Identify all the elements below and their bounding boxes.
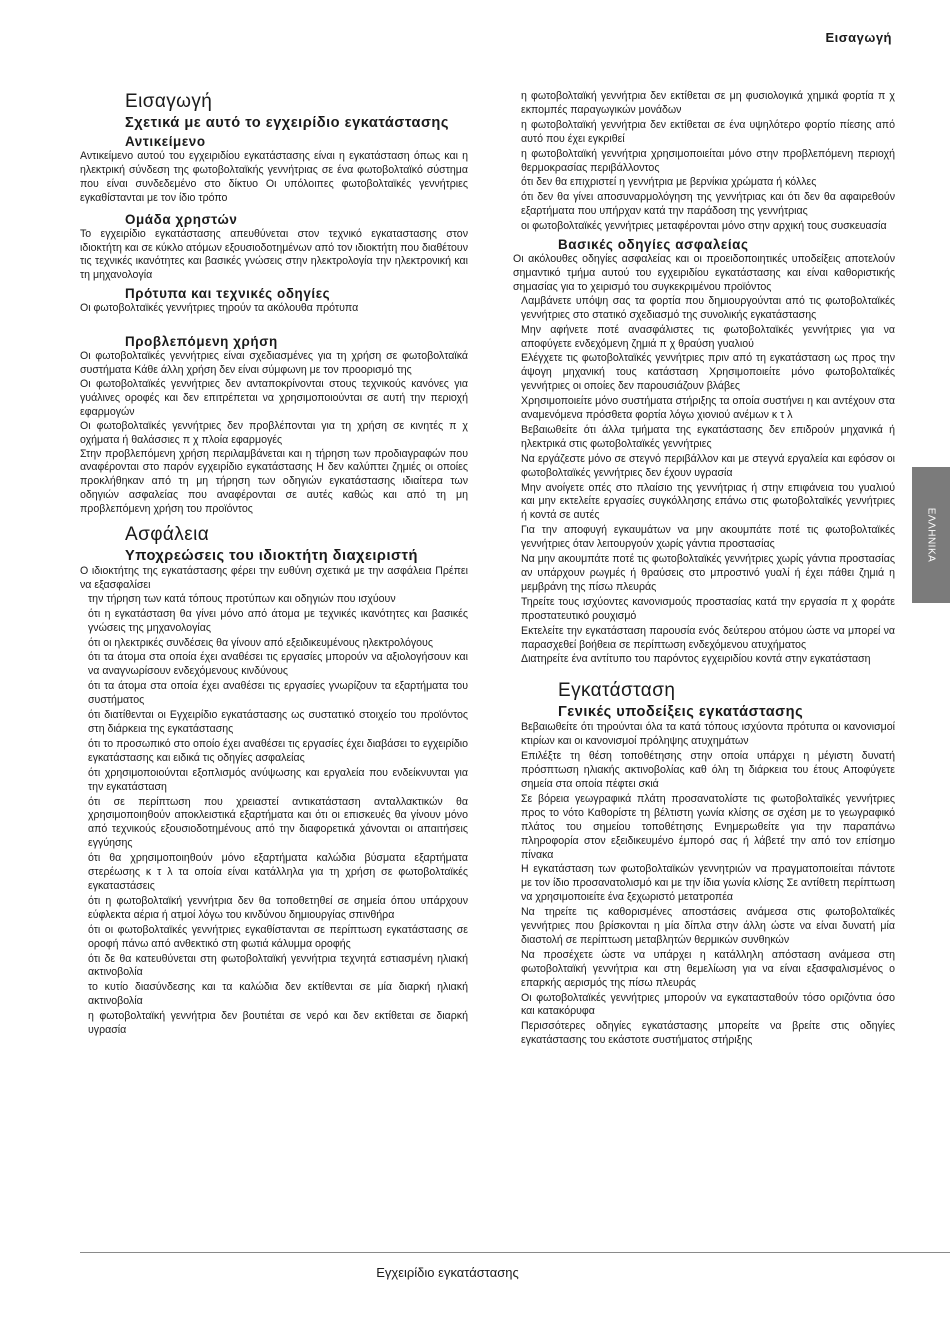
list-item: οι φωτοβολταϊκές γεννήτριες μεταφέρονται μόνο στην αρχική τους συσκευασία — [521, 220, 887, 233]
list-item: Μην αφήνετε ποτέ ανασφάλιστες τις φωτοβολταϊκές γεννήτριες για να αποφύγετε ενδεχόμενη ζημιά π χ θραύση γυαλιού — [521, 323, 895, 350]
heading-intended-use: Προβλεπόμενη χρήση — [125, 334, 278, 350]
list-item: Λαμβάνετε υπόψη σας τα φορτία που δημιουργούνται από τις φωτοβολταϊκές γεννήτριες στο στατικό σχεδιασμό της συνολικής εγκατάστασης — [521, 294, 895, 321]
list-item: Σε βόρεια γεωγραφικά πλάτη προσανατολίστε τις φωτοβολταϊκές γεννήτριες προς το νότο Καθορίστε τη βέλτιστη γωνία κλίσης σε σχέση με το γεωγραφικό πλάτος του σημείου τοποθέτησης Ενημερωθείτε για την παραπάνω πληροφορία στον εξειδικευμένο έμπορό σας ή λάβετέ την από τον επίσημο πίνακα — [521, 792, 895, 861]
list-item: η φωτοβολταϊκή γεννήτρια δεν εκτίθεται σε μη φυσιολογικά χημικά φορτία π χ εκπομπές παραγωγικών μονάδων — [521, 90, 895, 116]
heading-standards: Πρότυπα και τεχνικές οδηγίες — [125, 286, 331, 302]
paragraph-user-group: Το εγχειρίδιο εγκατάστασης απευθύνεται στον τεχνικό εγκαταστασης στον ιδιοκτήτη και σε κύκλο ατόμων εξουσιοδοτημένων από τον ιδιοκτήτη που διαθέτουν τις τεχνικές ικανότητες και βασικές γνώσεις στην ηλεκτρολογία την ηλεκτρονική και τη μηχανολογία — [80, 227, 468, 282]
list-item: ότι δεν θα γίνει αποσυναρμολόγηση της γεννήτριας και ότι δεν θα αφαιρεθούν εξαρτήματα που υπήρχαν κατά την παράδοση της γεννήτριας — [521, 191, 895, 218]
list-item: Τηρείτε τους ισχύοντες κανονισμούς προστασίας κατά την εργασία π χ φοράτε προστατευτικό ρουχισμό — [521, 595, 895, 622]
paragraph-object: Αντικείμενο αυτού του εγχειριδίου εγκατάστασης είναι η εγκατάσταση όπως και η ηλεκτρική σύνδεση της φωτοβολταϊκής γεννήτριας σε ένα φωτοβολταϊκό σύστημα που είναι συνδεδεμένο στο δίκτυο Οι υπόλοιπες φωτοβολταϊκές γεννήτριες εγκαθίστανται με τον ίδιο τρόπο — [80, 150, 468, 204]
list-item: ότι η φωτοβολταϊκή γεννήτρια δεν θα τοποθετηθεί σε σημεία όπου υπάρχουν εύφλεκτα αέρια ή ατμοί λόγω του κινδύνου δημιουργίας σπινθήρα — [88, 894, 468, 921]
heading-introduction: Εισαγωγή — [125, 91, 213, 112]
language-tab-label: ΕΛΛΗΝΙΚΑ — [925, 507, 937, 563]
list-item: Να τηρείτε τις καθορισμένες αποστάσεις ανάμεσα στις φωτοβολταϊκές γεννήτριες που βρίσκονται η μία δίπλα στην άλλη ώστε να είναι δυνατή μία διαστολή σε περίπτωση μεταβλητών θερμικών συνθηκών — [521, 906, 895, 946]
paragraph-intended-use-3: Οι φωτοβολταϊκές γεννήτριες δεν προβλέπονται για τη χρήση σε κινητές π χ οχήματα ή θαλάσσιες π χ πλοία εφαρμογές — [80, 419, 468, 446]
list-item: Για την αποφυγή εγκαυμάτων να μην ακουμπάτε ποτέ τις φωτοβολταϊκές γεννήτριες όταν λειτουργούν χωρίς γάντια προστασίας — [521, 524, 895, 551]
list-item: ότι χρησιμοποιούνται εξοπλισμός ανύψωσης και εργαλεία που ενδείκνυνται για την εγκατάσταση — [88, 766, 468, 793]
list-item: Επιλέξτε τη θέση τοποθέτησης στην οποία υπάρχει η μέγιστη δυνατή πρόσπτωση ηλιακής ακτινοβολίας καθ όλη τη διάρκεια του έτους Αποφύγετε σημεία στα οποία πέφτει σκιά — [521, 750, 895, 790]
list-item: ότι οι φωτοβολταϊκές γεννήτριες εγκαθίστανται σε περίπτωση εγκατάστασης σε οροφή πάνω από ανθεκτικό στη φωτιά κάλυμμα οροφής — [88, 923, 468, 950]
list-item: Να προσέχετε ώστε να υπάρχει η κατάλληλη απόσταση ανάμεσα στη φωτοβολταϊκή γεννήτρια και στη θεμελίωση για να είναι εξασφαλισμένος ο επαρκής αερισμός της πίσω πλευράς — [521, 948, 895, 989]
list-item: Εκτελείτε την εγκατάσταση παρουσία ενός δεύτερου ατόμου ώστε να μπορεί να παρασχεθεί βοήθεια σε περίπτωση ενδεχόμενου ατυχήματος — [521, 624, 895, 651]
heading-safety: Ασφάλεια — [125, 524, 210, 546]
list-item: η φωτοβολταϊκή γεννήτρια δεν εκτίθεται σε ένα υψηλότερο φορτίο πίεσης από αυτό που έχει εγκριθεί — [521, 118, 895, 145]
list-item: Ελέγχετε τις φωτοβολταϊκές γεννήτριες πριν από τη εγκατάσταση ως προς την άψογη μηχανική τους κατάσταση Χρησιμοποιείτε μόνο φωτοβολταϊκές γεννήτριες οι οποίες δεν παρουσιάζουν βλάβες — [521, 352, 895, 393]
list-item: ότι τα άτομα στα οποία έχει αναθέσει τις εργασίες μπορούν να αξιολογήσουν και να αναγνωρίσουν ενδεχόμενους κινδύνους — [88, 651, 468, 678]
basic-safety-list — [513, 295, 895, 668]
installation-list — [513, 721, 895, 1048]
running-header: Εισαγωγή — [825, 30, 892, 45]
list-item: η φωτοβολταϊκή γεννήτρια χρησιμοποιείται μόνο στην προβλεπόμενη περιοχή θερμοκρασίας περιβάλλοντος — [521, 147, 895, 174]
left-column — [80, 90, 468, 1039]
list-item: το κυτίο διασύνδεσης και τα καλώδια δεν εκτίθενται σε μία διαρκή ηλιακή ακτινοβολία — [88, 981, 468, 1008]
paragraph-intended-use-4: Στην προβλεπόμενη χρήση περιλαμβάνεται και η τήρηση των προδιαγραφών που αναφέρονται στο παρόν εγχειρίδιο εγκατάστασης Η δεν καλύπτει ζημιές οι οποίες προκλήθηκαν από τη μη τήρηση των οδηγιών εγκατάστασης ιδιαίτερα των οδηγιών ασφαλείας που αναφέρονται σε αυτές καθώς και από τη μη προβλεπόμενη χρήση του προϊόντος — [80, 447, 468, 516]
language-tab — [912, 467, 950, 603]
list-item: Βεβαιωθείτε ότι άλλα τμήματα της εγκατάστασης δεν επιδρούν μηχανικά ή ηλεκτρικά στις φωτοβολταϊκές γεννήτριες — [521, 423, 895, 450]
list-item: την τήρηση των κατά τόπους προτύπων και οδηγιών που ισχύουν — [88, 592, 396, 605]
paragraph-intended-use-2: Οι φωτοβολταϊκές γεννήτριες δεν ανταποκρίνονται στους τεχνικούς κανόνες για γυάλινες οροφές και δεν επιτρέπεται να χρησιμοποιούνται σε αυτή την περιοχή εφαρμογών — [80, 377, 468, 418]
heading-owner-obligations: Υποχρεώσεις του ιδιοκτήτη διαχειριστή — [125, 548, 418, 565]
right-column — [513, 90, 895, 1049]
list-item: Χρησιμοποιείτε μόνο συστήματα στήριξης τα οποία συστήνει η και αντέχουν στα αναμενόμενα πρόσθετα φορτία λόγω χιονιού ανέμων κ τ λ — [521, 395, 895, 422]
paragraph-owner-obligations: Ο ιδιοκτήτης της εγκατάστασης φέρει την ευθύνη σχετικά με την ασφάλεια Πρέπει να εξασφαλίσει — [80, 565, 468, 591]
list-item: ότι διατίθενται οι Εγχειρίδιο εγκατάστασης ως συστατικό στοιχείο του προϊόντος στη διάρκεια της εγκατάστασης — [88, 709, 468, 735]
paragraph-standards: Οι φωτοβολταϊκές γεννήτριες τηρούν τα ακόλουθα πρότυπα — [80, 302, 359, 315]
list-item: Να εργάζεστε μόνο σε στεγνό περιβάλλον και με στεγνά εργαλεία και εφόσον οι φωτοβολταϊκές γεννήτριες δεν έχουν υγρασία — [521, 452, 895, 479]
list-item: ότι δε θα κατευθύνεται στη φωτοβολταϊκή γεννήτρια τεχνητά εστιασμένη ηλιακή ακτινοβολία — [88, 952, 468, 979]
list-item: Οι φωτοβολταϊκές γεννήτριες μπορούν να εγκατασταθούν τόσο οριζόντια όσο και κατακόρυφα — [521, 991, 895, 1018]
list-item: Περισσότερες οδηγίες εγκατάστασης μπορείτε να βρείτε στις οδηγίες εγκατάστασης του εκάστοτε συστήματος στήριξης — [521, 1020, 895, 1047]
heading-object: Αντικείμενο — [125, 134, 206, 149]
heading-about-manual: Σχετικά με αυτό το εγχειρίδιο εγκατάστασης — [125, 115, 449, 131]
list-item: Να μην ακουμπάτε ποτέ τις φωτοβολταϊκές γεννήτριες χωρίς γάντια προστασίας αν υπάρχουν ρωγμές ή θραύσεις στο μπροστινό γυαλί ή έχει πάθει ζημιά η μεμβράνη της πίσω πλευράς — [521, 553, 895, 593]
paragraph-basic-safety: Οι ακόλουθες οδηγίες ασφαλείας και οι προειδοποιητικές υποδείξεις αποτελούν σημαντικό τμήμα αυτού του εγχειριδίου εγκατάστασης και είναι καθοριστικής σημασίας για το χειρισμό του συγκεκριμένου προϊόντος — [513, 253, 895, 293]
heading-user-group: Ομάδα χρηστών — [125, 211, 238, 227]
heading-installation: Εγκατάσταση — [558, 680, 676, 702]
list-item: ότι δεν θα επιχριστεί η γεννήτρια με βερνίκια χρώματα ή κόλλες — [521, 176, 817, 189]
paragraph-intended-use-1: Οι φωτοβολταϊκές γεννήτριες είναι σχεδιασμένες για τη χρήση σε φωτοβολταϊκά συστήματα Κάθε άλλη χρήση δεν είναι σύμφωνη με τον προορισμό της — [80, 350, 468, 377]
owner-obligations-list — [80, 593, 468, 1038]
heading-general-installation: Γενικές υποδείξεις εγκατάστασης — [558, 704, 804, 721]
list-item: ότι το προσωπικό στο οποίο έχει αναθέσει τις εργασίες έχει διαβάσει το εγχειρίδιο εγκατάστασης και ειδικά τις οδηγίες ασφαλείας — [88, 737, 468, 764]
list-item: Η εγκατάσταση των φωτοβολταϊκών γεννητριών να πραγματοποιείται πάντοτε με τον ίδιο προσανατολισμό και με την ίδια γωνία κλίσης Σε αντίθετη περίπτωση να χρησιμοποιείτε ένα ξεχωριστό μετατροπέα — [521, 863, 895, 904]
footer-title: Εγχειρίδιο εγκατάστασης — [376, 1265, 519, 1280]
list-item: ότι η εγκατάσταση θα γίνει μόνο από άτομα με τεχνικές ικανότητες και βασικές γνώσεις της μηχανολογίας — [88, 607, 468, 634]
list-item: ότι σε περίπτωση που χρειαστεί αντικατάσταση ανταλλακτικών θα χρησιμοποιηθούν αποκλειστικά εξαρτήματα και ότι οι επισκευές θα γίνουν μόνο από τεχνικούς εξουσιοδοτημένους από την διαφορετικά χάνονται οι απαιτήσεις εγγύησης — [88, 795, 468, 850]
list-item: Διατηρείτε ένα αντίτυπο του παρόντος εγχειριδίου κοντά στην εγκατάσταση — [521, 653, 871, 666]
footer-divider — [80, 1252, 950, 1253]
list-item: Μην ανοίγετε οπές στο πλαίσιο της γεννήτριας ή στην επιφάνεια του γυαλιού και μην εκτελείτε εργασίες συγκόλλησης επάνω στις φωτοβολταϊκές γεννήτριες ή κοντά σε αυτές — [521, 481, 895, 522]
list-item: ότι τα άτομα στα οποία έχει αναθέσει τις εργασίες γνωρίζουν τα εξαρτήματα του συστήματος — [88, 680, 468, 707]
heading-basic-safety: Βασικές οδηγίες ασφαλείας — [558, 237, 749, 253]
list-item: Βεβαιωθείτε ότι τηρούνται όλα τα κατά τόπους ισχύοντα πρότυπα οι κανονισμοί κτιρίων και οι κανονισμοί πρόληψης ατυχημάτων — [521, 721, 895, 748]
list-item: ότι οι ηλεκτρικές συνδέσεις θα γίνουν από εξειδικευμένους ηλεκτρολόγους — [88, 636, 433, 649]
list-item: ότι θα χρησιμοποιηθούν μόνο εξαρτήματα καλώδια βύσματα εξαρτήματα στερέωσης κ τ λ τα οποία είναι κατάλληλα για τη χρήση σε φωτοβολταϊκές εγκαταστάσεις — [88, 852, 468, 892]
list-item: η φωτοβολταϊκή γεννήτρια δεν βουτιέται σε νερό και δεν εκτίθεται σε διαρκή υγρασία — [88, 1010, 468, 1037]
owner-obligations-list-continued — [513, 90, 895, 234]
